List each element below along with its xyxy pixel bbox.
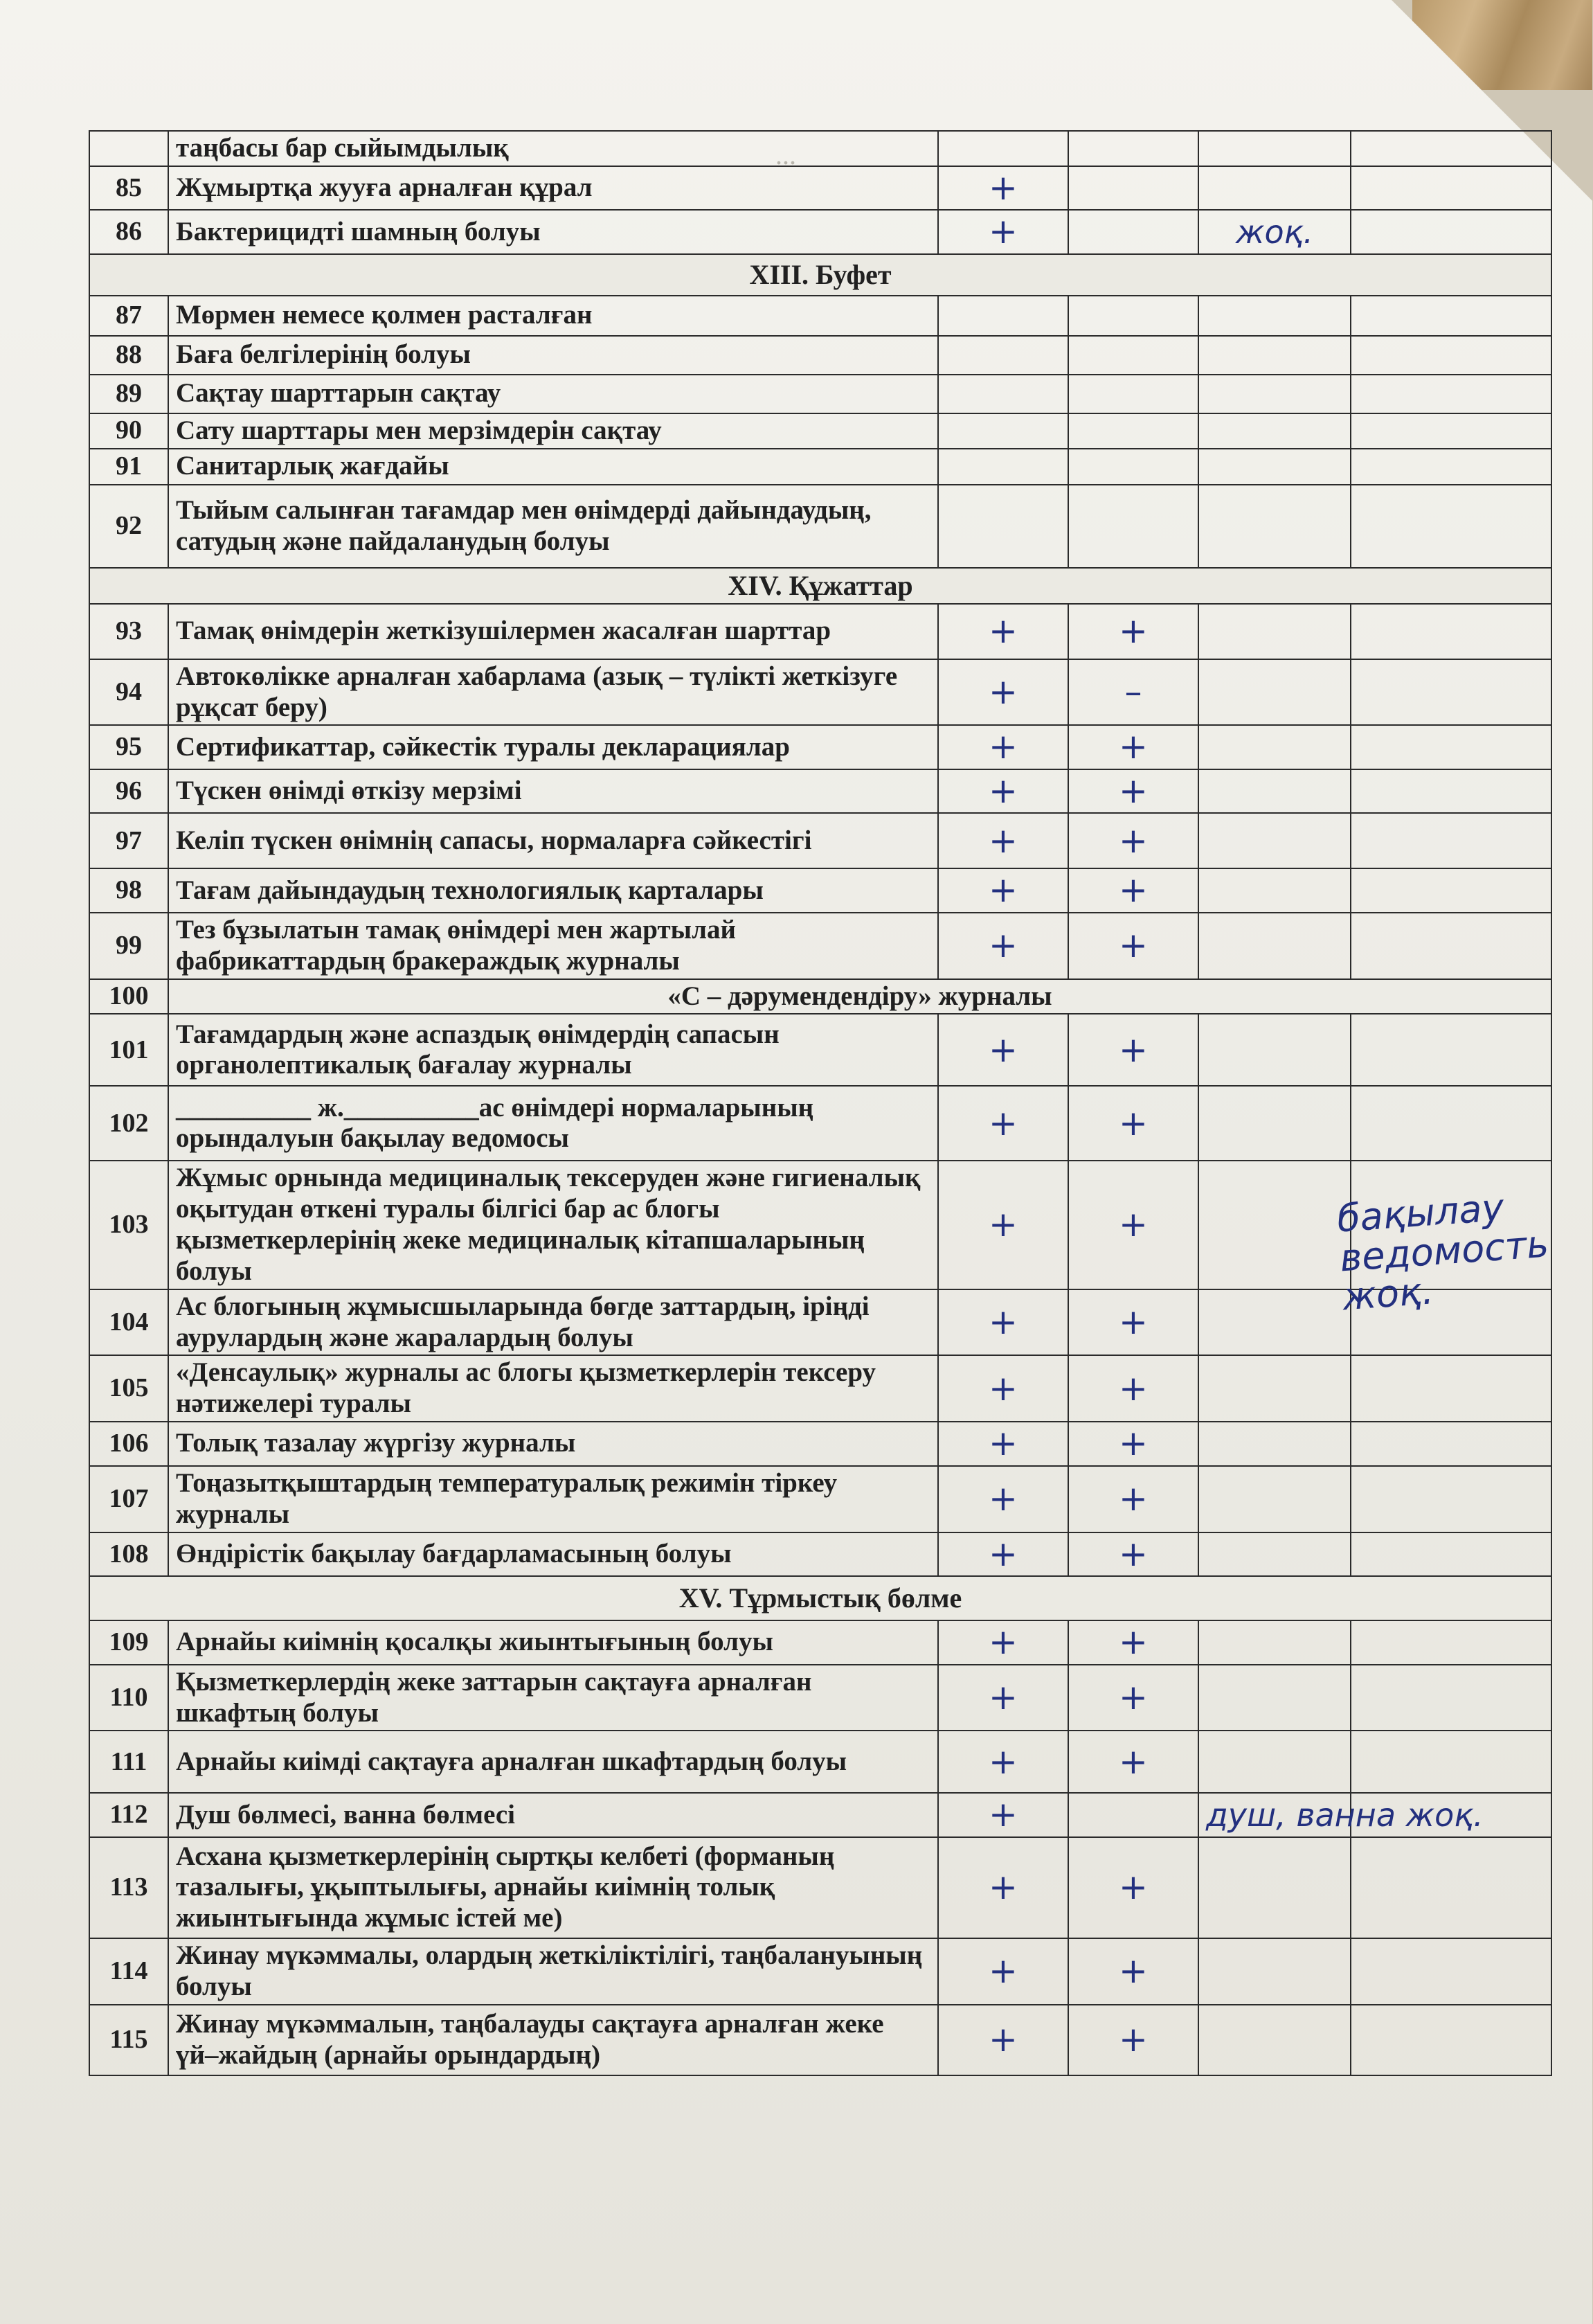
table-row (89, 1665, 1551, 1731)
row-description: Қызметкерлердің жеке заттарын сақтауға арналған шкафтың болуы (168, 1665, 938, 1731)
mark-column-1: + (938, 166, 1068, 211)
mark-column-1 (938, 375, 1068, 413)
row-description: Тағам дайындаудың технологиялық карталары (168, 868, 938, 913)
mark-column-3 (1198, 604, 1351, 659)
row-number: 103 (89, 1161, 168, 1289)
table-row (89, 2005, 1551, 2075)
mark-column-2 (1068, 413, 1198, 449)
mark-column-3 (1198, 1731, 1351, 1793)
mark-column-1: + (938, 604, 1068, 659)
mark-column-1: + (938, 1837, 1068, 1938)
mark-column-3 (1198, 659, 1351, 726)
mark-column-3 (1198, 769, 1351, 814)
mark-column-2: + (1068, 1731, 1198, 1793)
section-heading: XIV. Құжаттар (89, 568, 1551, 604)
mark-column-1: + (938, 725, 1068, 769)
mark-column-2 (1068, 485, 1198, 568)
row-description: Тез бұзылатын тамақ өнімдері мен жартылай фабрикаттардың бракераждық журналы (168, 913, 938, 979)
table-row (89, 913, 1551, 979)
mark-column-2: + (1068, 1620, 1198, 1665)
row-number: 85 (89, 166, 168, 211)
mark-column-2: + (1068, 1355, 1198, 1422)
mark-column-1: + (938, 1620, 1068, 1665)
row-number: 100 (89, 979, 168, 1014)
mark-column-2: + (1068, 604, 1198, 659)
mark-column-4 (1351, 769, 1551, 814)
table-row (89, 1289, 1551, 1356)
row-description: Санитарлық жағдайы (168, 449, 938, 485)
row-number: 105 (89, 1355, 168, 1422)
mark-column-1: + (938, 210, 1068, 254)
mark-column-3 (1198, 1014, 1351, 1086)
mark-column-4 (1351, 868, 1551, 913)
section-heading-row (89, 568, 1551, 604)
mark-column-2 (1068, 375, 1198, 413)
mark-column-1: + (938, 813, 1068, 868)
table-row (89, 413, 1551, 449)
row-number: 108 (89, 1532, 168, 1577)
mark-column-3 (1198, 1665, 1351, 1731)
mark-column-4 (1351, 1620, 1551, 1665)
row-number: 92 (89, 485, 168, 568)
row-description: Сақтау шарттарын сақтау (168, 375, 938, 413)
mark-column-3 (1198, 2005, 1351, 2075)
table-row (89, 1837, 1551, 1938)
row-number: 89 (89, 375, 168, 413)
mark-column-1: + (938, 1086, 1068, 1161)
table-row (89, 1422, 1551, 1466)
mark-column-2 (1068, 210, 1198, 254)
mark-column-1: + (938, 1938, 1068, 2005)
mark-column-2 (1068, 296, 1198, 336)
row-number: 114 (89, 1938, 168, 2005)
mark-column-4 (1351, 913, 1551, 979)
table-row (89, 868, 1551, 913)
row-description: Жұмыртқа жууға арналған құрал (168, 166, 938, 211)
mark-column-4 (1351, 1665, 1551, 1731)
mark-column-2: + (1068, 1086, 1198, 1161)
mark-column-1: + (938, 1161, 1068, 1289)
mark-column-1: + (938, 769, 1068, 814)
mark-column-4 (1351, 725, 1551, 769)
mark-column-2: + (1068, 913, 1198, 979)
section-heading: XV. Тұрмыстық бөлме (89, 1576, 1551, 1620)
row-number: 112 (89, 1793, 168, 1837)
mark-column-2 (1068, 166, 1198, 211)
mark-column-3 (1198, 413, 1351, 449)
mark-column-4 (1351, 166, 1551, 211)
row-description: «Денсаулық» журналы ас блогы қызметкерлерін тексеру нәтижелері туралы (168, 1355, 938, 1422)
row-number: 93 (89, 604, 168, 659)
mark-column-1: + (938, 1289, 1068, 1356)
mark-column-4 (1351, 1422, 1551, 1466)
row-description: Баға белгілерінің болуы (168, 336, 938, 375)
row-number: 95 (89, 725, 168, 769)
mark-column-1: + (938, 868, 1068, 913)
row-number: 104 (89, 1289, 168, 1356)
bleed-through-text: ... (775, 139, 796, 170)
mark-column-2: + (1068, 868, 1198, 913)
mark-column-4 (1351, 375, 1551, 413)
mark-column-1: + (938, 2005, 1068, 2075)
table-row (89, 725, 1551, 769)
row-description: __________ ж.__________ас өнімдері нормаларының орындалуын бақылау ведомосы (168, 1086, 938, 1161)
table-row (89, 1731, 1551, 1793)
mark-column-1: + (938, 1731, 1068, 1793)
mark-column-1 (938, 485, 1068, 568)
mark-column-3 (1198, 296, 1351, 336)
mark-column-2 (1068, 1793, 1198, 1837)
mark-column-2: – (1068, 659, 1198, 726)
section-heading-row (89, 1576, 1551, 1620)
row-description: Жинау мүкәммалын, таңбалауды сақтауға арналған жеке үй–жайдың (арнайы орындардың) (168, 2005, 938, 2075)
row-description: Сертификаттар, сәйкестік туралы декларациялар (168, 725, 938, 769)
mark-column-2: + (1068, 1014, 1198, 1086)
mark-column-4 (1351, 813, 1551, 868)
row-number: 96 (89, 769, 168, 814)
table-row (89, 659, 1551, 726)
row-description: Сату шарттары мен мерзімдерін сақтау (168, 413, 938, 449)
row-description: Арнайы киімнің қосалқы жиынтығының болуы (168, 1620, 938, 1665)
table-row (89, 131, 1551, 166)
table-row (89, 1161, 1551, 1289)
row-description: Автокөлікке арналған хабарлама (азық – түлікті жеткізуге рұқсат беру) (168, 659, 938, 726)
mark-column-4 (1351, 210, 1551, 254)
mark-column-4 (1351, 413, 1551, 449)
row-description: Душ бөлмесі, ванна бөлмесі (168, 1793, 938, 1837)
mark-column-1: + (938, 1466, 1068, 1532)
row-number: 88 (89, 336, 168, 375)
mark-column-3 (1198, 1837, 1351, 1938)
row-description: Бактерицидті шамның болуы (168, 210, 938, 254)
table-row (89, 1086, 1551, 1161)
row-description: Асхана қызметкерлерінің сыртқы келбеті (форманың тазалығы, ұқыптылығы, арнайы киімнің толық жиынтығында жұмыс істей ме) (168, 1837, 938, 1938)
row-number: 107 (89, 1466, 168, 1532)
section-heading: XIII. Буфет (89, 254, 1551, 296)
row-description: таңбасы бар сыйымдылық (168, 131, 938, 166)
mark-column-3 (1198, 1466, 1351, 1532)
mark-column-2: + (1068, 1665, 1198, 1731)
mark-column-3 (1198, 1422, 1351, 1466)
mark-column-1: + (938, 1355, 1068, 1422)
mark-column-2: + (1068, 813, 1198, 868)
table-row (89, 210, 1551, 254)
mark-column-3 (1198, 1289, 1351, 1356)
mark-column-2 (1068, 131, 1198, 166)
row-description: Жинау мүкәммалы, олардың жеткіліктілігі, таңбалануының болуы (168, 1938, 938, 2005)
inspection-checklist-table (89, 130, 1552, 2076)
mark-column-1 (938, 449, 1068, 485)
mark-column-4 (1351, 604, 1551, 659)
mark-column-4 (1351, 1837, 1551, 1938)
row-number: 98 (89, 868, 168, 913)
row-number: 110 (89, 1665, 168, 1731)
mark-column-2: + (1068, 1422, 1198, 1466)
table-row (89, 336, 1551, 375)
row-description: Арнайы киімді сақтауға арналған шкафтардың болуы (168, 1731, 938, 1793)
mark-column-3 (1198, 449, 1351, 485)
mark-column-1 (938, 336, 1068, 375)
row-description: Мөрмен немесе қолмен расталған (168, 296, 938, 336)
mark-column-2 (1068, 336, 1198, 375)
row-number: 102 (89, 1086, 168, 1161)
mark-column-4 (1351, 449, 1551, 485)
mark-column-4 (1351, 1355, 1551, 1422)
table-row (89, 1355, 1551, 1422)
mark-column-4 (1351, 1938, 1551, 2005)
mark-column-4 (1351, 485, 1551, 568)
row-number: 99 (89, 913, 168, 979)
row-number: 86 (89, 210, 168, 254)
row-number: 113 (89, 1837, 168, 1938)
mark-column-3 (1198, 813, 1351, 868)
row-description: Жұмыс орнында медициналық тексеруден және гигиеналық оқытудан өткені туралы білгісі бар ас блогы қызметкерлерінің жеке медициналық кітапшаларының болуы (168, 1161, 938, 1289)
table-row (89, 1014, 1551, 1086)
row-description: Толық тазалау жүргізу журналы (168, 1422, 938, 1466)
mark-column-2 (1068, 449, 1198, 485)
table-row (89, 1938, 1551, 2005)
mark-column-4 (1351, 336, 1551, 375)
row-number: 91 (89, 449, 168, 485)
mark-column-3 (1198, 913, 1351, 979)
table-row (89, 1466, 1551, 1532)
table-row (89, 1793, 1551, 1837)
mark-column-4 (1351, 1466, 1551, 1532)
mark-column-2: + (1068, 1466, 1198, 1532)
mark-column-1: + (938, 1665, 1068, 1731)
mark-column-1: + (938, 1532, 1068, 1577)
row-number: 101 (89, 1014, 168, 1086)
mark-column-3 (1198, 1355, 1351, 1422)
row-description: Түскен өнімді өткізу мерзімі (168, 769, 938, 814)
mark-column-4 (1351, 1014, 1551, 1086)
mark-column-1: + (938, 913, 1068, 979)
mark-column-3: жоқ. (1198, 210, 1351, 254)
mark-column-4 (1351, 131, 1551, 166)
row-description: Тағамдардың және аспаздық өнімдердің сапасын органолептикалық бағалау журналы (168, 1014, 938, 1086)
mark-column-1: + (938, 1793, 1068, 1837)
mark-column-2: + (1068, 2005, 1198, 2075)
row-description: Келіп түскен өнімнің сапасы, нормаларға сәйкестігі (168, 813, 938, 868)
mark-column-4 (1351, 1086, 1551, 1161)
mark-column-2: + (1068, 1938, 1198, 2005)
row-number: 106 (89, 1422, 168, 1466)
mark-column-3 (1198, 868, 1351, 913)
row-number: 97 (89, 813, 168, 868)
table-row (89, 1620, 1551, 1665)
mark-column-4 (1351, 1731, 1551, 1793)
table-row (89, 375, 1551, 413)
table-row (89, 485, 1551, 568)
mark-column-3 (1198, 336, 1351, 375)
mark-column-2: + (1068, 725, 1198, 769)
mark-column-3 (1198, 1086, 1351, 1161)
row-number: 90 (89, 413, 168, 449)
row-number (89, 131, 168, 166)
mark-column-3 (1198, 1620, 1351, 1665)
row-description: Ас блогының жұмысшыларында бөгде заттардың, іріңді аурулардың және жаралардың болуы (168, 1289, 938, 1356)
mark-column-3 (1198, 131, 1351, 166)
table-row (89, 813, 1551, 868)
mark-column-2: + (1068, 1289, 1198, 1356)
mark-column-3 (1198, 485, 1351, 568)
mark-column-3 (1198, 725, 1351, 769)
mark-column-1 (938, 413, 1068, 449)
table-row (89, 166, 1551, 211)
table-row (89, 449, 1551, 485)
row-description: Тоңазытқыштардың температуралық режимін тіркеу журналы (168, 1466, 938, 1532)
mark-column-1 (938, 131, 1068, 166)
mark-column-3 (1198, 1161, 1351, 1289)
mark-column-1 (938, 296, 1068, 336)
mark-column-4 (1351, 659, 1551, 726)
mark-column-1: + (938, 1422, 1068, 1466)
row-number: 109 (89, 1620, 168, 1665)
table-row (89, 604, 1551, 659)
row-description: Тамақ өнімдерін жеткізушілермен жасалған шарттар (168, 604, 938, 659)
row-description: Өндірістік бақылау бағдарламасының болуы (168, 1532, 938, 1577)
mark-column-2: + (1068, 769, 1198, 814)
row-number: 94 (89, 659, 168, 726)
row-description: «С – дәрумендендіру» журналы (168, 979, 1551, 1014)
mark-column-1: + (938, 659, 1068, 726)
mark-column-4 (1351, 2005, 1551, 2075)
mark-column-1: + (938, 1014, 1068, 1086)
mark-column-3 (1198, 1938, 1351, 2005)
mark-column-2: + (1068, 1837, 1198, 1938)
row-number: 111 (89, 1731, 168, 1793)
mark-column-2: + (1068, 1532, 1198, 1577)
handwritten-note-102: бақылау ведомость жоқ. (1335, 1185, 1551, 1319)
table-row (89, 1532, 1551, 1577)
mark-column-2: + (1068, 1161, 1198, 1289)
mark-column-3 (1198, 166, 1351, 211)
row-description: Тыйым салынған тағамдар мен өнімдерді дайындаудың, сатудың және пайдаланудың болуы (168, 485, 938, 568)
mark-column-3 (1198, 1532, 1351, 1577)
section-heading-row (89, 254, 1551, 296)
mark-column-4 (1351, 1532, 1551, 1577)
table-row (89, 769, 1551, 814)
table-row (89, 979, 1551, 1014)
table-row (89, 296, 1551, 336)
mark-column-3 (1198, 375, 1351, 413)
mark-column-3: душ, ванна жоқ. (1198, 1793, 1351, 1837)
mark-column-4 (1351, 296, 1551, 336)
row-number: 115 (89, 2005, 168, 2075)
row-number: 87 (89, 296, 168, 336)
